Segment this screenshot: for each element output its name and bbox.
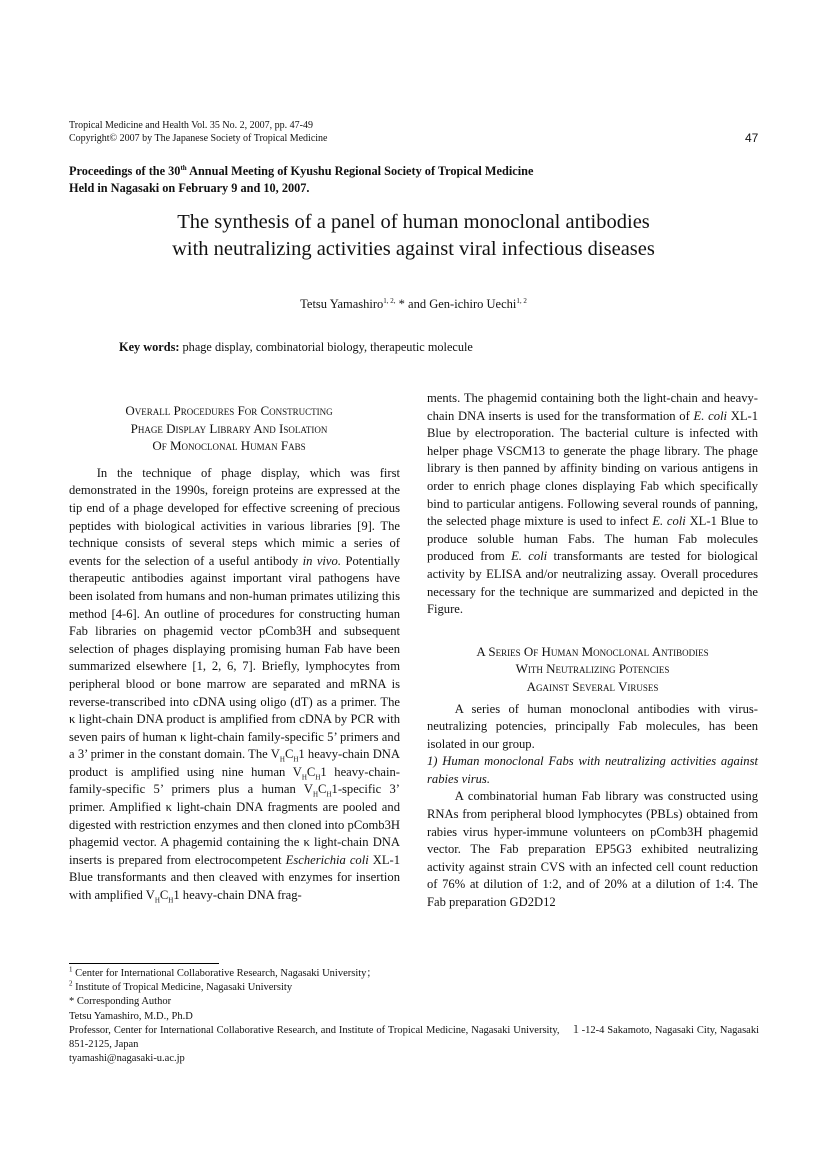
footnote-email: tyamashi@nagasaki-u.ac.jp <box>69 1053 185 1065</box>
section-1-heading: Overall Procedures For Constructing Phage Display Library And Isolation Of Monoclonal Human Fabs <box>125 403 333 454</box>
section-2-intro: A series of human monoclonal antibodies with virus-neutralizing potencies, principally Fab molecules, has been isolated in our group. <box>427 701 758 751</box>
keywords-text: phage display, combinatorial biology, therapeutic molecule <box>179 340 473 354</box>
subsection-rabies-heading: 1) Human monoclonal Fabs with neutralizing activities against rabies virus. <box>427 754 758 786</box>
author-1: Tetsu Yamashiro <box>300 297 384 311</box>
footnote-rule <box>69 963 219 964</box>
footnote-address: Professor, Center for International Collaborative Research, and Institute of Tropical Medicine, Nagasaki University, １-12-4 Sakamoto, Nagasaki City, Nagasaki 851-2125, Japan <box>69 1024 759 1051</box>
section-2-heading: A Series Of Human Monoclonal Antibodies With Neutralizing Potencies Against Several Viruses <box>476 643 709 694</box>
journal-info <box>69 119 328 145</box>
title-line-1: The synthesis of a panel of human monoclonal antibodies <box>177 211 650 233</box>
title-line-2: with neutralizing activities against viral infectious diseases <box>172 238 655 260</box>
page-number: 47 <box>745 131 759 145</box>
paper-title <box>60 209 767 263</box>
subsection-rabies-paragraph: A combinatorial human Fab library was constructed using RNAs from peripheral blood lymphocytes (PBLs) obtained from rabies virus hyper-immune volunteers on pComb3H phagemid vector. The Fab preparation EP5G3 exhibited neutralizing activity against strain CVS with an infected cell count reduction of 76% at dilution of 1:2, and of 20% at a dilution of 1:4. The Fab preparation GD2D12 <box>427 789 758 910</box>
footnote-1: $^1$ Center for International Collaborative Research, Nagasaki University； <box>69 965 377 979</box>
journal-citation: Tropical Medicine and Health Vol. 35 No. 2, 2007, pp. 47-49 <box>69 120 313 131</box>
corresponding-mark: * <box>395 297 405 311</box>
left-column <box>69 402 400 905</box>
proceedings-line-1: Proceedings of the 30th Annual Meeting of Kyushu Regional Society of Tropical Medicine <box>69 163 534 178</box>
proceedings-line-2: Held in Nagasaki on February 9 and 10, 2007. <box>69 181 310 195</box>
footnote-author-name: Tetsu Yamashiro, M.D., Ph.D <box>69 1010 193 1022</box>
keywords-label: Key words: <box>119 340 180 354</box>
authors: Tetsu Yamashiro$^{1, 2,}$ * and Gen-ichiro Uechi$^{1, 2}$ <box>300 296 527 311</box>
section-1-paragraph: In the technique of phage display, which was first demonstrated in the 1990s, foreign proteins are expressed at the tip end of a phage developed for effective screening of precious peptides with biological activities in various libraries [9]. The technique consists of several steps which mimic a series of events for the selection of a useful antibody in vivo. Potentially therapeutic antibodies against important viral pathogens have been isolated from humans and non-human primates utilizing this method [4-6]. An outline of procedures for constructing human Fab libraries on phagemid vector pComb3H and subsequent selection of phages displaying promising human Fab have been summarized elsewhere [1, 2, 6, 7]. Briefly, lymphocytes from peripheral blood or bone marrow are separated and mRNA is reverse-transcribed into cDNA using oligo (dT) as a primer. The κ light-chain DNA product is amplified from cDNA by PCR with seven pairs of human κ light-chain family-specific 5’ primers and a 3’ primer in the constant domain. The $V_HC_H1$ heavy-chain DNA product is amplified using nine human $V_HC_H1$ heavy-chain-family-specific 5’ primers plus a human $V_HC_H1$-specific 3’ primer. Amplified κ light-chain DNA fragments are pooled and digested with restriction enzymes and then cloned into pComb3H phagemid vector. A phagemid containing the κ light-chain DNA inserts is prepared from electrocompetent Escherichia coli XL-1 Blue transformants and then cleaved with enzymes for insertion with amplified $V_HC_H1$ heavy-chain DNA frag- <box>69 465 401 905</box>
footnote-corresponding: * Corresponding Author <box>69 996 172 1008</box>
right-column <box>427 390 758 912</box>
proceedings-header <box>69 163 533 197</box>
author-1-affiliation: 1, 2, <box>383 296 396 305</box>
footnotes <box>69 967 759 1066</box>
author-2-affiliation: 1, 2 <box>516 296 527 305</box>
author-2: Gen-ichiro Uechi <box>429 297 517 311</box>
section-1-continuation: ments. The phagemid containing both the light-chain and heavy-chain DNA inserts is used for the transformation of E. coli XL-1 Blue by electroporation. The bacterial culture is infected with helper phage VSCM13 to generate the phage library. The phage library is then panned by affinity binding on various antigens in order to enrich phage clones displaying Fab which specifically bind to particular antigens. Following several rounds of panning, the selected phage mixture is used to infect E. coli XL-1 Blue to produce soluble human Fabs. The human Fab molecules produced from E. coli transformants are tested for biological activity by ELISA and/or neutralizing assay. Overall procedures necessary for the technique are summarized and depicted in the Figure. <box>427 391 759 617</box>
journal-copyright: Copyright© 2007 by The Japanese Society of Tropical Medicine <box>69 133 328 144</box>
footnote-2: $^2$ Institute of Tropical Medicine, Nagasaki University <box>69 979 293 994</box>
keywords <box>119 340 473 355</box>
